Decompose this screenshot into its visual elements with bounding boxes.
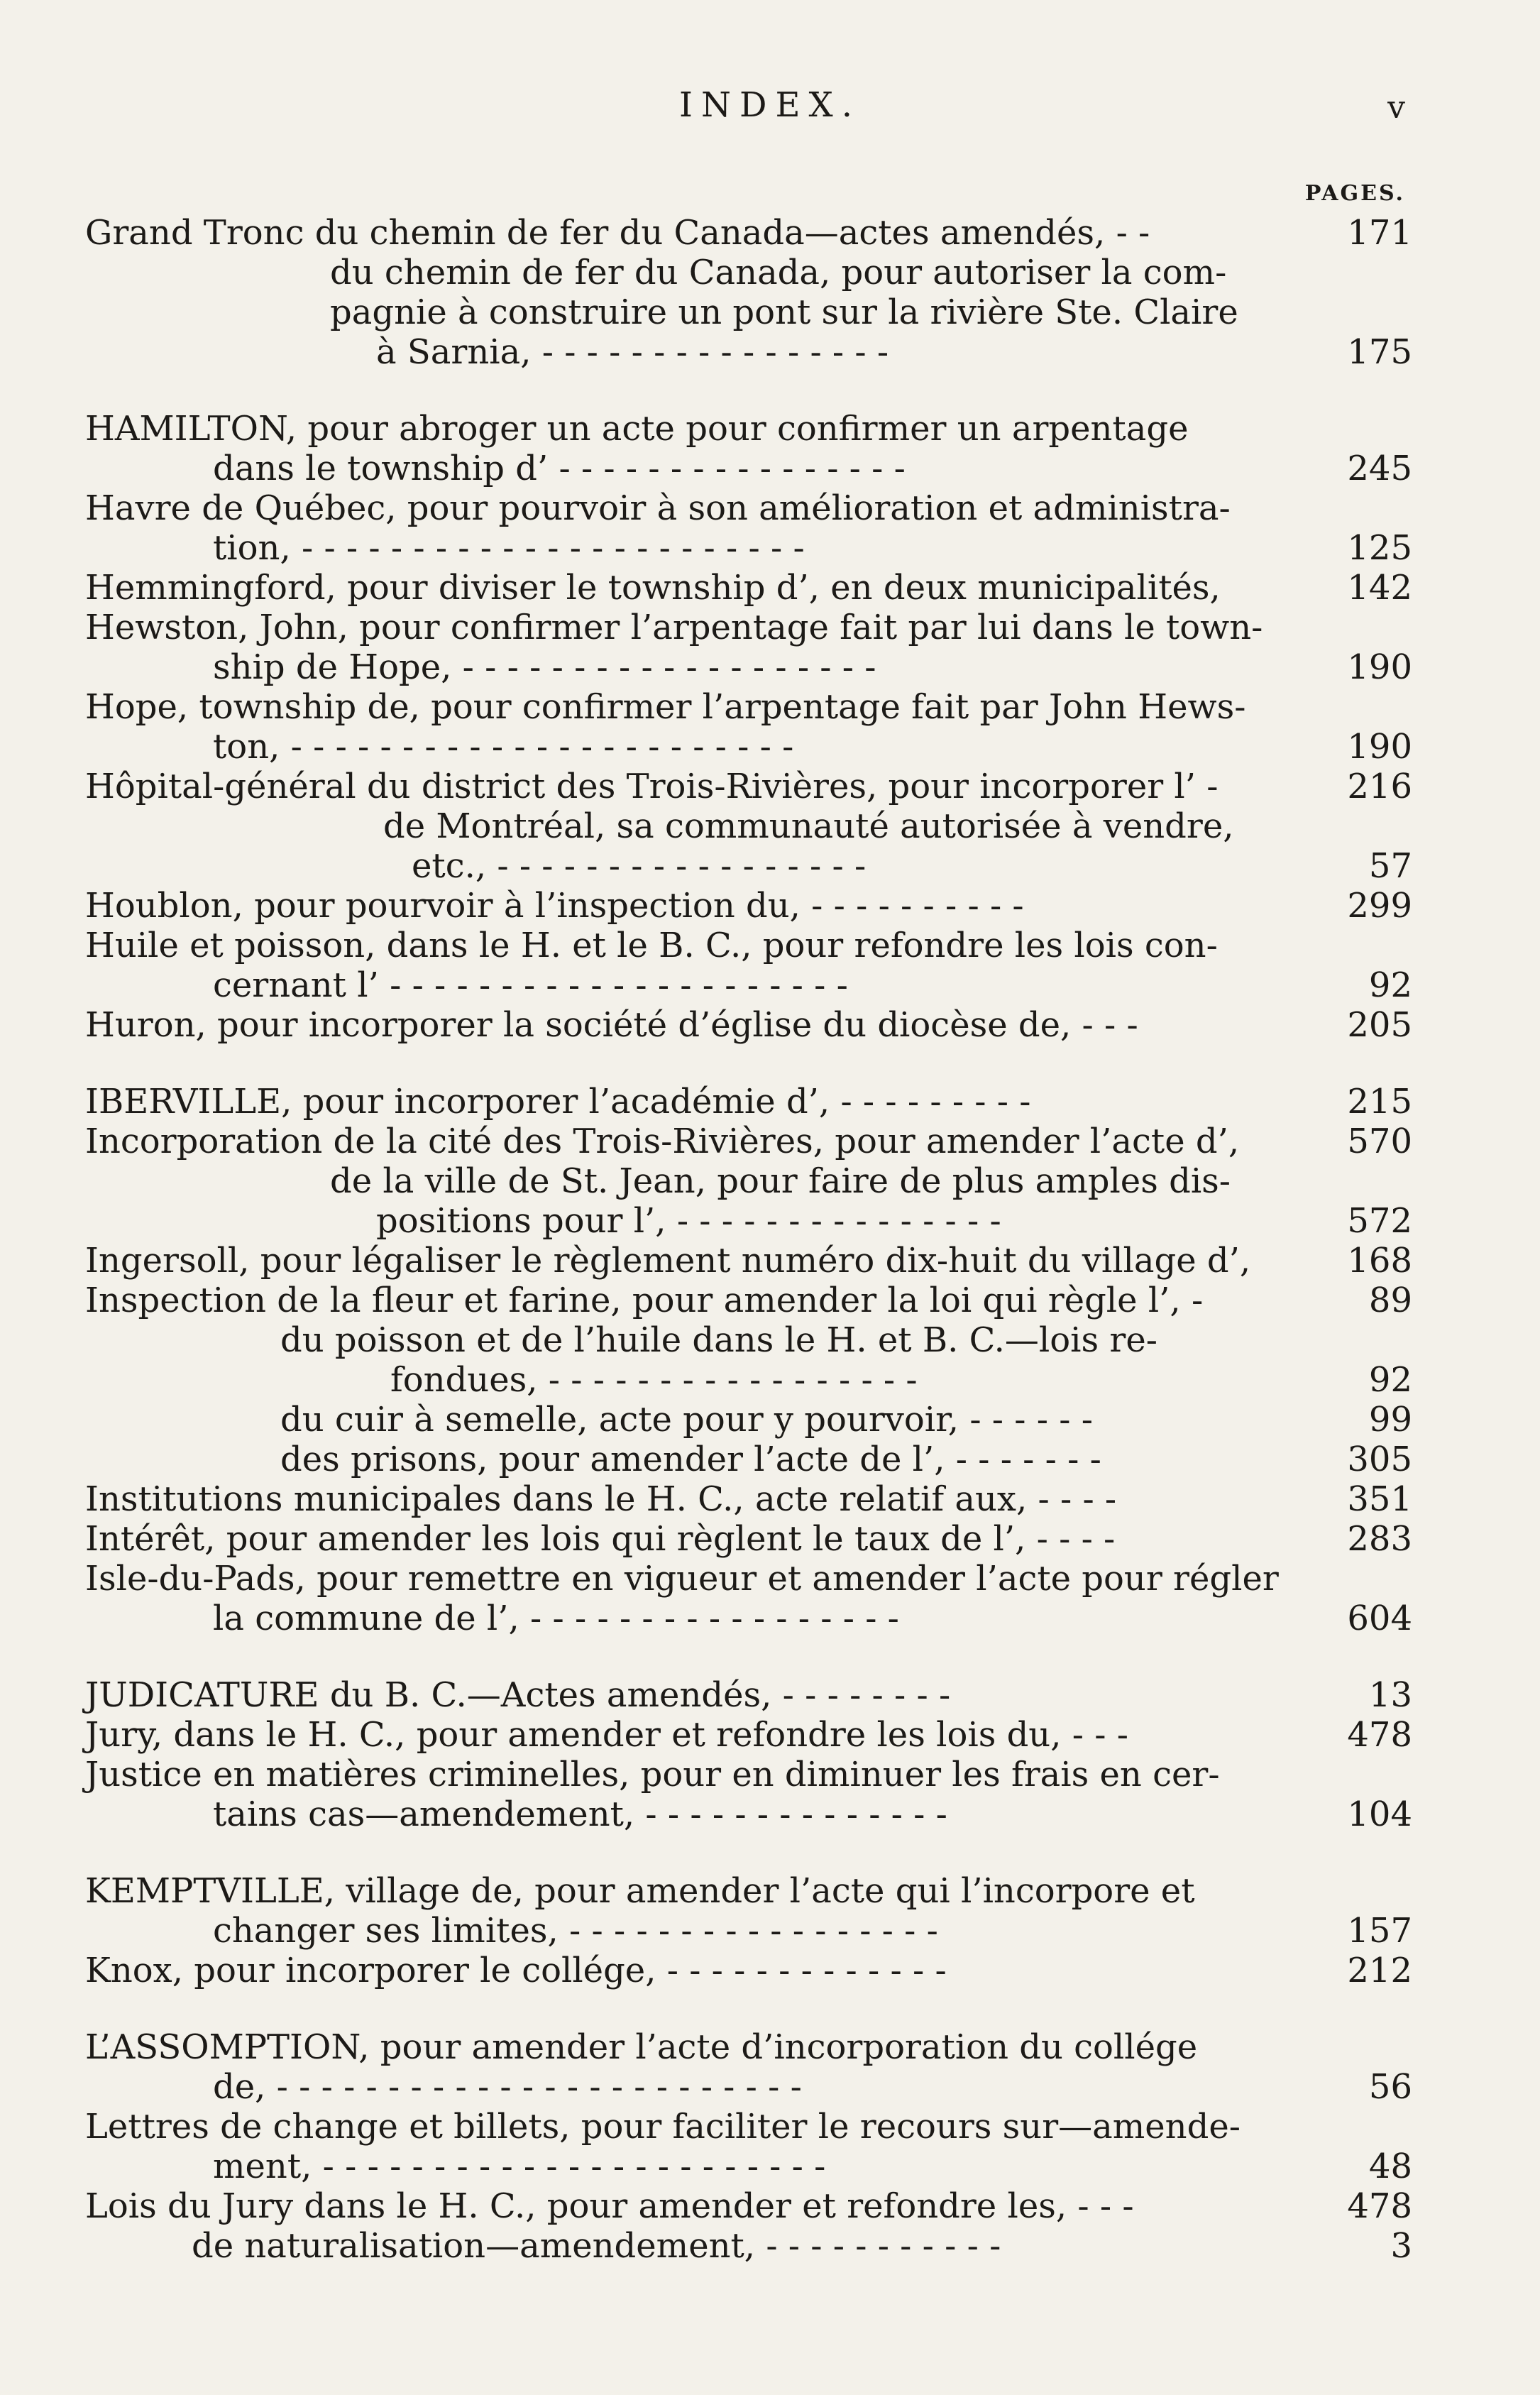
index-line <box>85 568 1412 608</box>
index-entry <box>85 2027 1412 2107</box>
index-entry <box>85 568 1412 608</box>
index-line-text: à Sarnia, - - - - - - - - - - - - - - - - <box>376 332 889 372</box>
page-number: 570 <box>1347 1122 1412 1161</box>
index-line-text: la commune de l’, - - - - - - - - - - - - - - - - - <box>213 1599 899 1638</box>
index-entry <box>85 1082 1412 1122</box>
page-number: 92 <box>1368 965 1412 1005</box>
index-line <box>85 1871 1412 1911</box>
index-line-text: Huron, pour incorporer la société d’église du diocèse de, - - - <box>85 1005 1138 1045</box>
page-number: 216 <box>1347 767 1412 806</box>
page-number: 89 <box>1368 1281 1412 1320</box>
index-entry <box>85 1241 1412 1281</box>
index-line <box>85 1241 1412 1281</box>
page-number: 215 <box>1347 1082 1412 1122</box>
page-number: 92 <box>1368 1360 1412 1400</box>
page-number: 212 <box>1347 1951 1412 1990</box>
index-line-text: Incorporation de la cité des Trois-Rivières, pour amender l’acte d’, <box>85 1122 1240 1161</box>
index-line-text: du chemin de fer du Canada, pour autoriser la com- <box>330 253 1227 292</box>
index-line-text: Knox, pour incorporer le collége, - - - - - - - - - - - - - <box>85 1951 947 1990</box>
index-line-text: JUDICATURE du B. C.—Actes amendés, - - - - - - - - <box>85 1675 951 1715</box>
page-number: 205 <box>1347 1005 1412 1045</box>
index-entry <box>85 2107 1412 2186</box>
page-number: 283 <box>1347 1519 1412 1559</box>
index-entry <box>85 886 1412 926</box>
index-line <box>85 449 1412 488</box>
index-line <box>85 2226 1412 2266</box>
index-line <box>85 1951 1412 1990</box>
index-line <box>85 926 1412 965</box>
section-gap <box>85 1834 1412 1871</box>
page-number: 604 <box>1347 1599 1412 1638</box>
index-entry <box>85 1479 1412 1519</box>
index-line-text: ship de Hope, - - - - - - - - - - - - - - - - - - - <box>213 647 876 687</box>
index-line-text: de la ville de St. Jean, pour faire de plus amples dis- <box>330 1161 1231 1201</box>
index-line-text: ton, - - - - - - - - - - - - - - - - - - - - - - - <box>213 727 794 767</box>
index-entry <box>85 1005 1412 1045</box>
index-line-text: Huile et poisson, dans le H. et le B. C., pour refondre les lois con- <box>85 926 1218 965</box>
index-line <box>85 1281 1412 1320</box>
index-entry <box>85 1675 1412 1715</box>
index-line-text: positions pour l’, - - - - - - - - - - - - - - - <box>376 1201 1001 1241</box>
index-entry <box>85 1122 1412 1241</box>
index-line-text: Lois du Jury dans le H. C., pour amender et refondre les, - - - <box>85 2186 1134 2226</box>
index-line <box>85 806 1412 846</box>
index-line-text: de naturalisation—amendement, - - - - - - - - - - - <box>192 2226 1001 2266</box>
pages-column-label: PAGES. <box>1304 181 1405 206</box>
index-line-text: du cuir à semelle, acte pour y pourvoir, - - - - - - <box>280 1400 1093 1440</box>
index-line <box>85 727 1412 767</box>
index-line <box>85 488 1412 528</box>
index-line <box>85 2147 1412 2186</box>
index-line-text: Hôpital-général du district des Trois-Rivières, pour incorporer l’ - <box>85 767 1219 806</box>
page-number: 104 <box>1347 1794 1412 1834</box>
index-line-text: Houblon, pour pourvoir à l’inspection du, - - - - - - - - - - <box>85 886 1024 926</box>
index-line-text: L’ASSOMPTION, pour amender l’acte d’incorporation du collége <box>85 2027 1198 2067</box>
index-line-text: Havre de Québec, pour pourvoir à son amélioration et administra- <box>85 488 1231 528</box>
index-line-text: de, - - - - - - - - - - - - - - - - - - - - - - - - <box>213 2067 802 2107</box>
section-gap <box>85 372 1412 409</box>
index-entry <box>85 213 1412 372</box>
index-line <box>85 332 1412 372</box>
index-line <box>85 1320 1412 1360</box>
index-line <box>85 1479 1412 1519</box>
index-line-text: Grand Tronc du chemin de fer du Canada—actes amendés, - - <box>85 213 1150 253</box>
index-entry <box>85 767 1412 886</box>
index-line-text: Lettres de change et billets, pour faciliter le recours sur—amende- <box>85 2107 1241 2147</box>
index-line-text: Institutions municipales dans le H. C., acte relatif aux, - - - - <box>85 1479 1117 1519</box>
index-line-text: pagnie à construire un pont sur la rivière Ste. Claire <box>330 292 1238 332</box>
index-line <box>85 1715 1412 1755</box>
page-number: 245 <box>1347 449 1412 488</box>
index-line <box>85 253 1412 292</box>
index-line-text: HAMILTON, pour abroger un acte pour confirmer un arpentage <box>85 409 1189 449</box>
index-line-text: cernant l’ - - - - - - - - - - - - - - - - - - - - - <box>213 965 848 1005</box>
index-entry <box>85 1755 1412 1834</box>
index-line-text: etc., - - - - - - - - - - - - - - - - - <box>412 846 867 886</box>
page-number: 572 <box>1347 1201 1412 1241</box>
index-line <box>85 2027 1412 2067</box>
page-number: 190 <box>1347 647 1412 687</box>
index-line <box>85 1400 1412 1440</box>
index-entry <box>85 1715 1412 1755</box>
page-number: 190 <box>1347 727 1412 767</box>
section-gap <box>85 1990 1412 2027</box>
page-number: 99 <box>1368 1400 1412 1440</box>
page-number: 299 <box>1347 886 1412 926</box>
page-number: 478 <box>1347 1715 1412 1755</box>
index-line <box>85 1559 1412 1599</box>
page-number: 3 <box>1390 2226 1412 2266</box>
index-line-text: tains cas—amendement, - - - - - - - - - - - - - - <box>213 1794 947 1834</box>
index-line <box>85 2186 1412 2226</box>
index-line-text: Inspection de la fleur et farine, pour amender la loi qui règle l’, - <box>85 1281 1204 1320</box>
index-entry <box>85 1951 1412 1990</box>
index-line-text: Ingersoll, pour légaliser le règlement numéro dix-huit du village d’, <box>85 1241 1251 1281</box>
index-line-text: dans le township d’ - - - - - - - - - - - - - - - - <box>213 449 906 488</box>
index-line <box>85 1360 1412 1400</box>
index-line <box>85 1599 1412 1638</box>
index-line <box>85 1755 1412 1794</box>
index-entry <box>85 608 1412 687</box>
index-line <box>85 1440 1412 1479</box>
index-line-text: Intérêt, pour amender les lois qui règlent le taux de l’, - - - - <box>85 1519 1116 1559</box>
page-number: 57 <box>1368 846 1412 886</box>
index-entry <box>85 2186 1412 2266</box>
index-line <box>85 767 1412 806</box>
index-line <box>85 2107 1412 2147</box>
index-line <box>85 528 1412 568</box>
index-line-text: Isle-du-Pads, pour remettre en vigueur et amender l’acte pour régler <box>85 1559 1279 1599</box>
index-line-text: KEMPTVILLE, village de, pour amender l’acte qui l’incorpore et <box>85 1871 1195 1911</box>
index-line <box>85 965 1412 1005</box>
index-line <box>85 1675 1412 1715</box>
index-line-text: fondues, - - - - - - - - - - - - - - - - - <box>390 1360 918 1400</box>
index-line-text: des prisons, pour amender l’acte de l’, - - - - - - - <box>280 1440 1101 1479</box>
index-line-text: de Montréal, sa communauté autorisée à vendre, <box>383 806 1234 846</box>
page-number: 48 <box>1368 2147 1412 2186</box>
index-line <box>85 1082 1412 1122</box>
index-line <box>85 1911 1412 1951</box>
index-line <box>85 2067 1412 2107</box>
index-line <box>85 213 1412 253</box>
index-line-text: Hewston, John, pour confirmer l’arpentage fait par lui dans le town- <box>85 608 1263 647</box>
index-line <box>85 886 1412 926</box>
index-line <box>85 1519 1412 1559</box>
index-line <box>85 647 1412 687</box>
index-line <box>85 687 1412 727</box>
index-entry <box>85 488 1412 568</box>
index-line <box>85 1161 1412 1201</box>
index-line-text: IBERVILLE, pour incorporer l’académie d’, - - - - - - - - - <box>85 1082 1031 1122</box>
index-entry <box>85 1871 1412 1951</box>
index-line <box>85 409 1412 449</box>
page-number: 56 <box>1368 2067 1412 2107</box>
index-line <box>85 846 1412 886</box>
index-line <box>85 1794 1412 1834</box>
page-title: INDEX. <box>679 85 861 125</box>
index-line-text: Jury, dans le H. C., pour amender et refondre les lois du, - - - <box>85 1715 1128 1755</box>
index-line <box>85 1005 1412 1045</box>
index-entry <box>85 1281 1412 1479</box>
page-number: 125 <box>1347 528 1412 568</box>
page-header <box>0 85 1540 135</box>
index-line-text: du poisson et de l’huile dans le H. et B. C.—lois re- <box>280 1320 1157 1360</box>
page-number: 478 <box>1347 2186 1412 2226</box>
index-entries <box>85 213 1412 2266</box>
page-number: 171 <box>1347 213 1412 253</box>
index-entry <box>85 409 1412 488</box>
index-line-text: Justice en matières criminelles, pour en diminuer les frais en cer- <box>85 1755 1220 1794</box>
index-line-text: ment, - - - - - - - - - - - - - - - - - - - - - - - <box>213 2147 826 2186</box>
index-line <box>85 1201 1412 1241</box>
page-number: 157 <box>1347 1911 1412 1951</box>
index-entry <box>85 687 1412 767</box>
index-line-text: Hemmingford, pour diviser le township d’, en deux municipalités, <box>85 568 1221 608</box>
index-line-text: Hope, township de, pour confirmer l’arpentage fait par John Hews- <box>85 687 1246 727</box>
page-folio: v <box>1387 89 1405 126</box>
index-line <box>85 608 1412 647</box>
index-line-text: tion, - - - - - - - - - - - - - - - - - - - - - - - <box>213 528 805 568</box>
index-line-text: changer ses limites, - - - - - - - - - - - - - - - - - <box>213 1911 938 1951</box>
section-gap <box>85 1045 1412 1082</box>
page-number: 305 <box>1347 1440 1412 1479</box>
index-entry <box>85 926 1412 1005</box>
section-gap <box>85 1638 1412 1675</box>
page-number: 168 <box>1347 1241 1412 1281</box>
page-number: 13 <box>1368 1675 1412 1715</box>
index-entry <box>85 1559 1412 1638</box>
index-line <box>85 292 1412 332</box>
page-number: 142 <box>1347 568 1412 608</box>
index-line <box>85 1122 1412 1161</box>
page-number: 351 <box>1347 1479 1412 1519</box>
index-entry <box>85 1519 1412 1559</box>
page-number: 175 <box>1347 332 1412 372</box>
